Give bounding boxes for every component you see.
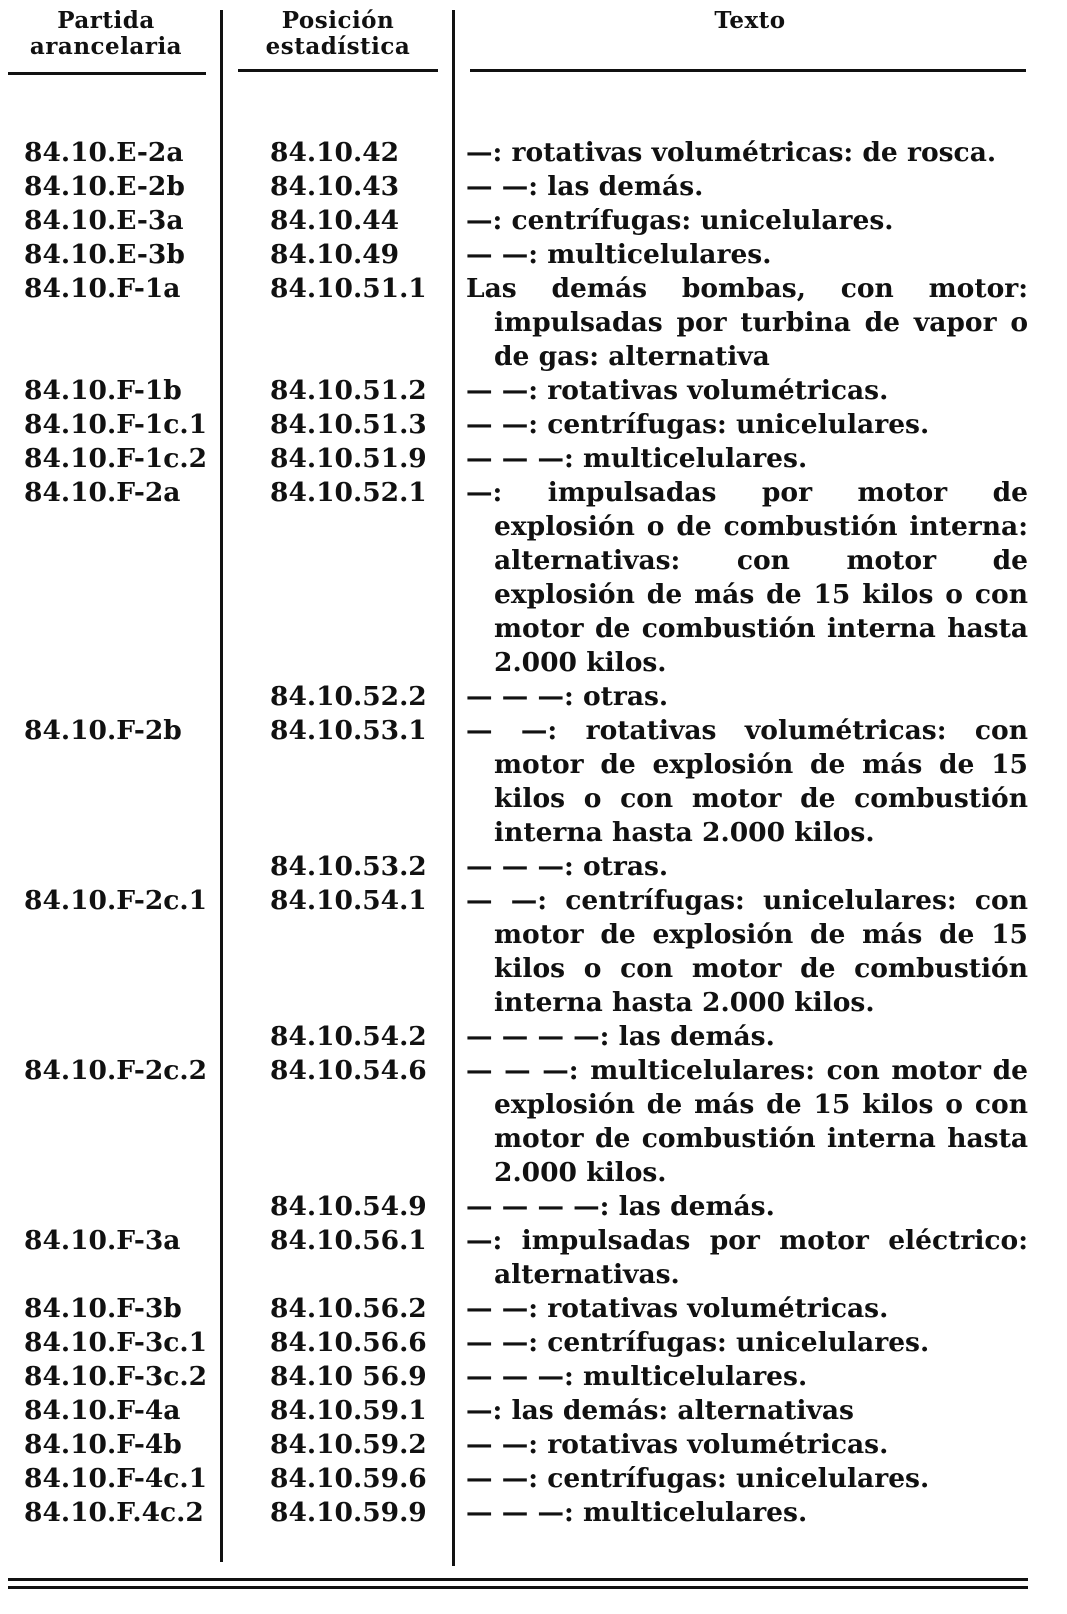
header-partida-line2: arancelaria [29,33,183,60]
posicion-cell: 84.10.51.9 [270,443,427,474]
table-row [0,680,1067,714]
header-partida-line1: Partida [57,7,155,34]
texto-cell: — — — —: las demás. [466,1021,775,1052]
texto-cell: —: impulsadas por motor de explosión o de combustión interna: alternativas: con motor de explosión de más de 15 kilos o con motor de combustión interna hasta 2.000 kilos. [466,477,1028,678]
texto-cell: — — —: multicelulares. [466,1497,808,1528]
header-partida-arancelaria [10,8,202,60]
table-row [0,1326,1067,1360]
posicion-cell: 84.10.44 [270,205,400,236]
header-posicion-estadistica [240,8,436,60]
posicion-cell: 84.10.51.2 [270,375,427,406]
texto-cell: — —: centrífugas: unicelulares. [466,409,930,440]
partida-cell: 84.10.F-1b [24,375,182,406]
partida-cell: 84.10.F-4b [24,1429,182,1460]
table-row [0,1190,1067,1224]
posicion-cell: 84.10.51.1 [270,273,427,304]
texto-cell: —: las demás: alternativas [466,1395,854,1426]
table-row [0,136,1067,170]
texto-cell: — —: las demás. [466,171,704,202]
posicion-cell: 84.10.53.2 [270,851,427,882]
posicion-cell: 84.10.54.1 [270,885,427,916]
table-row [0,1394,1067,1428]
posicion-cell: 84.10.59.9 [270,1497,427,1528]
partida-cell: 84.10.F-2a [24,477,181,508]
posicion-cell: 84.10.51.3 [270,409,427,440]
table-row [0,476,1067,680]
header-rule-partida [8,72,206,75]
partida-cell: 84.10.F-1c.2 [24,443,208,474]
header-posicion-line2: estadística [265,33,411,60]
table-row [0,1292,1067,1326]
partida-cell: 84.10.F-4a [24,1395,181,1426]
posicion-cell: 84.10.52.2 [270,681,427,712]
texto-cell: — —: rotativas volumétricas. [466,1293,889,1324]
posicion-cell: 84.10.59.6 [270,1463,427,1494]
partida-cell: 84.10.F-3a [24,1225,181,1256]
posicion-cell: 84.10.42 [270,137,400,168]
posicion-cell: 84.10.54.9 [270,1191,427,1222]
texto-cell: —: centrífugas: unicelulares. [466,205,894,236]
texto-cell: — —: centrífugas: unicelulares. [466,1327,930,1358]
partida-cell: 84.10.F-3b [24,1293,182,1324]
posicion-cell: 84.10.49 [270,239,400,270]
texto-cell: — — —: multicelulares. [466,1361,808,1392]
table-row [0,714,1067,850]
texto-cell: — —: centrífugas: unicelulares: con motor de explosión de más de 15 kilos o con motor de combustión interna hasta 2.000 kilos. [466,885,1028,1018]
partida-cell: 84.10.F-1a [24,273,181,304]
texto-cell: — — —: otras. [466,851,669,882]
header-texto-label: Texto [714,7,786,34]
table-row [0,204,1067,238]
partida-cell: 84.10.F-1c.1 [24,409,208,440]
texto-cell: —: rotativas volumétricas: de rosca. [466,137,997,168]
texto-cell: Las demás bombas, con motor: impulsadas por turbina de vapor o de gas: alternativa [466,273,1028,372]
table-row [0,850,1067,884]
table-row [0,1054,1067,1190]
partida-cell: 84.10.F.4c.2 [24,1497,204,1528]
partida-cell: 84.10.E-2a [24,137,184,168]
posicion-cell: 84.10 56.9 [270,1361,427,1392]
partida-cell: 84.10.F-2c.2 [24,1055,208,1086]
table-row [0,408,1067,442]
header-rule-texto [470,69,1026,72]
posicion-cell: 84.10.59.1 [270,1395,427,1426]
posicion-cell: 84.10.52.1 [270,477,427,508]
table-row [0,1462,1067,1496]
table-row [0,1360,1067,1394]
posicion-cell: 84.10.56.1 [270,1225,427,1256]
footer-rule-top [8,1578,1028,1581]
texto-cell: — —: rotativas volumétricas. [466,375,889,406]
partida-cell: 84.10.F-2b [24,715,182,746]
header-posicion-line1: Posición [281,7,395,34]
texto-cell: — — —: multicelulares: con motor de explosión de más de 15 kilos o con motor de combustión interna hasta 2.000 kilos. [466,1055,1028,1188]
texto-cell: — — — —: las demás. [466,1191,775,1222]
texto-cell: — —: rotativas volumétricas: con motor de explosión de más de 15 kilos o con motor de combustión interna hasta 2.000 kilos. [466,715,1028,848]
table-row [0,442,1067,476]
texto-cell: — —: rotativas volumétricas. [466,1429,889,1460]
table-row [0,170,1067,204]
tariff-table [0,136,1067,1530]
table-row [0,1428,1067,1462]
posicion-cell: 84.10.59.2 [270,1429,427,1460]
partida-cell: 84.10.F-3c.2 [24,1361,208,1392]
partida-cell: 84.10.E-2b [24,171,185,202]
header-texto [470,8,1030,34]
table-row [0,1020,1067,1054]
footer-rule-bottom [8,1586,1028,1589]
texto-cell: —: impulsadas por motor eléctrico: alternativas. [466,1225,1028,1290]
partida-cell: 84.10.E-3a [24,205,184,236]
partida-cell: 84.10.F-3c.1 [24,1327,208,1358]
posicion-cell: 84.10.54.6 [270,1055,427,1086]
table-row [0,272,1067,374]
texto-cell: — —: centrífugas: unicelulares. [466,1463,930,1494]
partida-cell: 84.10.E-3b [24,239,185,270]
posicion-cell: 84.10.54.2 [270,1021,427,1052]
texto-cell: — —: multicelulares. [466,239,772,270]
posicion-cell: 84.10.53.1 [270,715,427,746]
posicion-cell: 84.10.43 [270,171,400,202]
table-row [0,1224,1067,1292]
table-row [0,374,1067,408]
partida-cell: 84.10.F-4c.1 [24,1463,208,1494]
texto-cell: — — —: multicelulares. [466,443,808,474]
partida-cell: 84.10.F-2c.1 [24,885,208,916]
texto-cell: — — —: otras. [466,681,669,712]
posicion-cell: 84.10.56.2 [270,1293,427,1324]
table-row [0,238,1067,272]
posicion-cell: 84.10.56.6 [270,1327,427,1358]
table-row [0,1496,1067,1530]
header-rule-posicion [238,69,438,72]
table-row [0,884,1067,1020]
